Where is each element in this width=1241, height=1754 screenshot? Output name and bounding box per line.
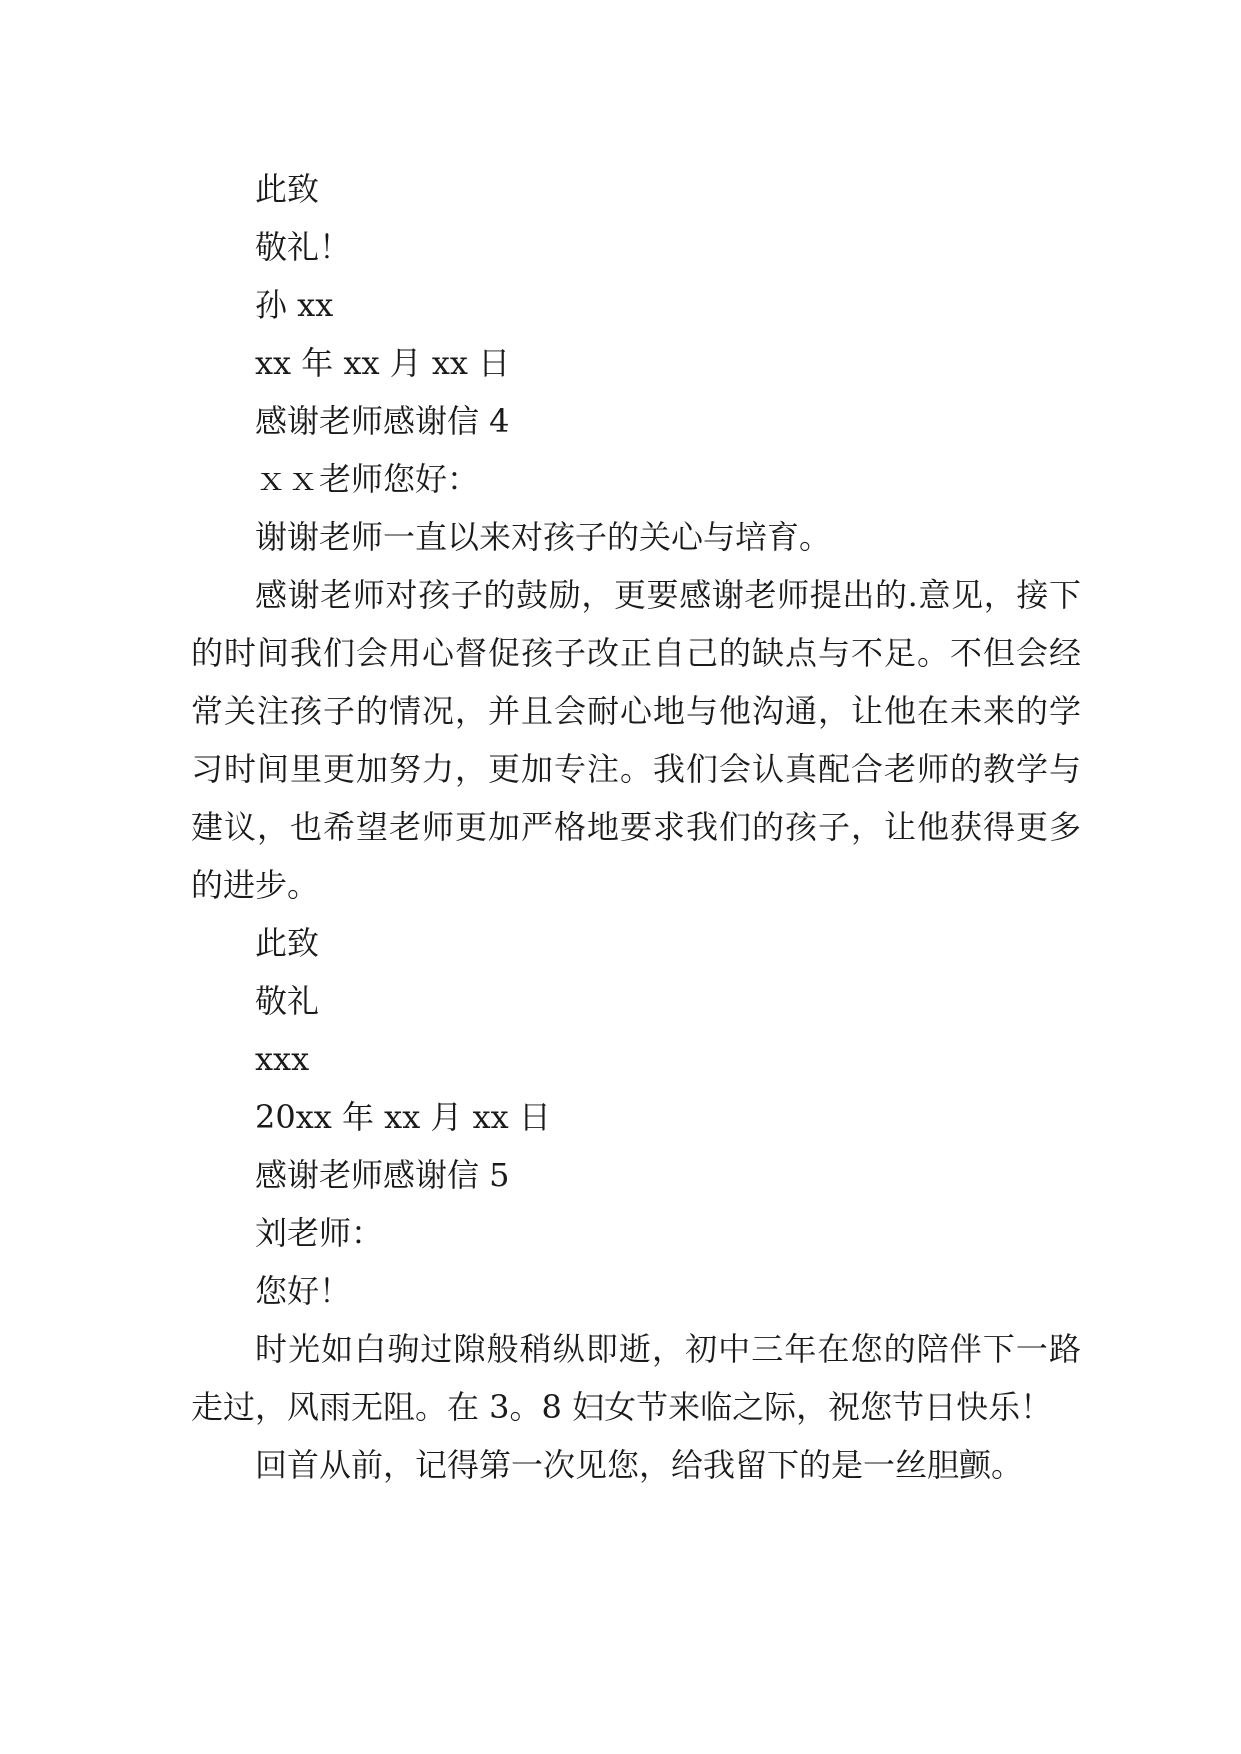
closing-date: xx 年 xx 月 xx 日 [255, 344, 511, 382]
letter-greeting: ｘｘ老师您好： [255, 460, 480, 498]
closing-regards: 敬礼！ [255, 228, 352, 266]
closing-salutation: 此致 [255, 170, 320, 208]
letter-recipient: 刘老师： [255, 1214, 384, 1252]
letter-greeting: 您好！ [255, 1272, 352, 1310]
letter-paragraph: 谢谢老师一直以来对孩子的关心与培育。 [255, 518, 832, 556]
letter-title: 感谢老师感谢信 4 [255, 402, 510, 440]
closing-regards: 敬礼 [255, 982, 320, 1020]
letter-paragraph: 时光如白驹过隙般稍纵即逝，初中三年在您的陪伴下一路走过，风雨无阻。在 3。8 妇女节来临之际，祝您节日快乐！ [191, 1330, 1081, 1426]
closing-signature: 孙 xx [255, 286, 334, 324]
closing-date: 20xx 年 xx 月 xx 日 [255, 1098, 551, 1136]
document-body [191, 160, 1081, 1494]
closing-salutation: 此致 [255, 924, 320, 962]
letter-title: 感谢老师感谢信 5 [255, 1156, 510, 1194]
letter-paragraph: 回首从前，记得第一次见您，给我留下的是一丝胆颤。 [255, 1446, 1024, 1484]
closing-signature: xxx [255, 1040, 310, 1078]
letter-paragraph: 感谢老师对孩子的鼓励，更要感谢老师提出的.意见，接下的时间我们会用心督促孩子改正自己的缺点与不足。不但会经常关注孩子的情况，并且会耐心地与他沟通，让他在未来的学习时间里更加努力，更加专注。我们会认真配合老师的教学与建议，也希望老师更加严格地要求我们的孩子，让他获得更多的进步。 [191, 576, 1081, 904]
